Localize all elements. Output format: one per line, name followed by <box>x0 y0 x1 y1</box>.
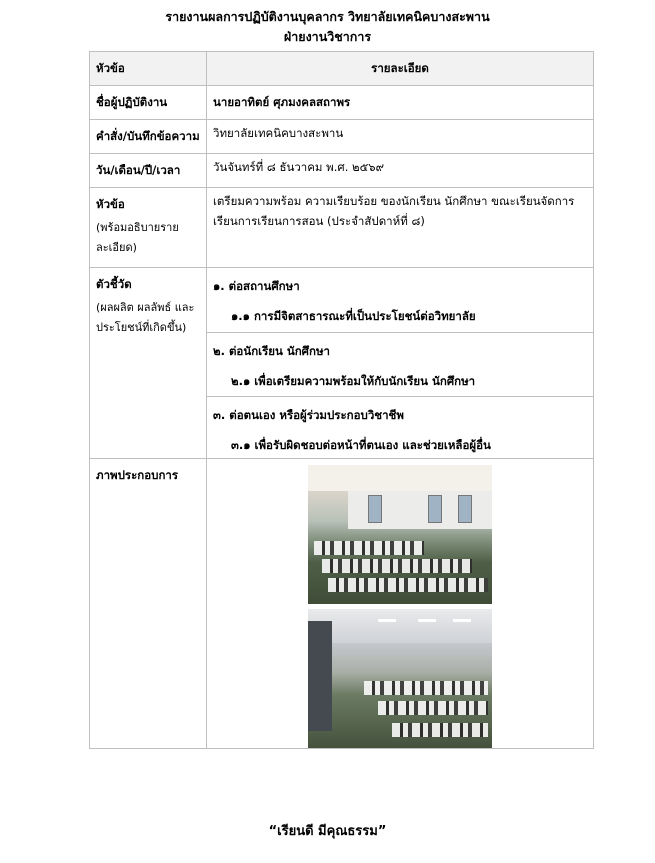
table-row-performer <box>90 86 594 120</box>
topic-value: เตรียมความพร้อม ความเรียบร้อย ของนักเรียน นักศึกษา ขณะเรียนจัดการเรียนการเรียนการสอน (ประจำสัปดาห์ที่ ๘) <box>207 188 594 268</box>
photos-label: ภาพประกอบการ <box>90 459 207 749</box>
photo-students-row <box>364 681 488 695</box>
photo-students-row <box>322 559 472 573</box>
indicator-note: (ผลผลิต ผลลัพธ์ และประโยชน์ที่เกิดขึ้น) <box>96 301 195 334</box>
topic-label: หัวข้อ <box>96 197 125 211</box>
indicator-section-3 <box>207 396 593 458</box>
report-table <box>89 51 594 749</box>
performer-value: นายอาทิตย์ ศุภมงคลสถาพร <box>207 86 594 120</box>
indicator-section-2 <box>207 332 593 396</box>
indicator-label: ตัวชี้วัด <box>96 277 132 291</box>
table-row-date <box>90 154 594 188</box>
performer-label: ชื่อผู้ปฏิบัติงาน <box>90 86 207 120</box>
photo-window <box>458 495 472 523</box>
photo-students-row <box>378 701 488 715</box>
photo-students-row <box>392 723 488 737</box>
photo-roof <box>308 465 492 491</box>
indicator-section-1 <box>207 268 593 332</box>
indicator-2-head: ๒. ต่อนักเรียน นักศึกษา <box>213 344 330 358</box>
table-row-indicators <box>90 268 594 459</box>
photo-students-row <box>314 541 424 555</box>
topic-cell <box>90 188 207 268</box>
indicator-3-head: ๓. ต่อตนเอง หรือผู้ร่วมประกอบวิชาชีพ <box>213 408 404 422</box>
table-header-row <box>90 52 594 86</box>
table-row-photos <box>90 459 594 749</box>
indicator-list <box>207 268 594 459</box>
photo-window <box>368 495 382 523</box>
photo-lamp <box>453 619 471 622</box>
indicator-cell <box>90 268 207 459</box>
column-header-topic: หัวข้อ <box>90 52 207 86</box>
photo-board <box>308 621 332 731</box>
date-value: วันจันทร์ที่ ๘ ธันวาคม พ.ศ. ๒๕๖๙ <box>207 154 594 188</box>
report-title: รายงานผลการปฏิบัติงานบุคลากร วิทยาลัยเทคนิคบางสะพาน <box>165 9 490 24</box>
photo-students-row <box>328 578 488 592</box>
table-row-topic <box>90 188 594 268</box>
indicator-3-sub: ๓.๑ เพื่อรับผิดชอบต่อหน้าที่ตนเอง และช่วยเหลือผู้อื่น <box>231 438 491 452</box>
photo-window <box>428 495 442 523</box>
indicator-1-head: ๑. ต่อสถานศึกษา <box>213 279 300 293</box>
department-title: ฝ่ายงานวิชาการ <box>283 29 372 44</box>
date-label: วัน/เดือน/ปี/เวลา <box>90 154 207 188</box>
column-header-detail: รายละเอียด <box>207 52 594 86</box>
activity-photo-2 <box>308 609 492 748</box>
table-row-order <box>90 120 594 154</box>
photo-lamp <box>378 619 396 622</box>
indicator-2-sub: ๒.๑ เพื่อเตรียมความพร้อมให้กับนักเรียน นักศึกษา <box>231 374 476 388</box>
order-value: วิทยาลัยเทคนิคบางสะพาน <box>207 120 594 154</box>
activity-photo-1 <box>308 465 492 604</box>
photos-cell <box>207 459 594 749</box>
topic-note: (พร้อมอธิบายรายละเอียด) <box>96 221 179 254</box>
footer-motto: “เรียนดี มีคุณธรรม” <box>268 824 387 839</box>
photo-ceiling <box>308 609 492 643</box>
photo-lamp <box>418 619 436 622</box>
indicator-1-sub: ๑.๑ การมีจิตสาธารณะที่เป็นประโยชน์ต่อวิทยาลัย <box>231 309 476 323</box>
order-label: คำสั่ง/บันทึกข้อความ <box>90 120 207 154</box>
